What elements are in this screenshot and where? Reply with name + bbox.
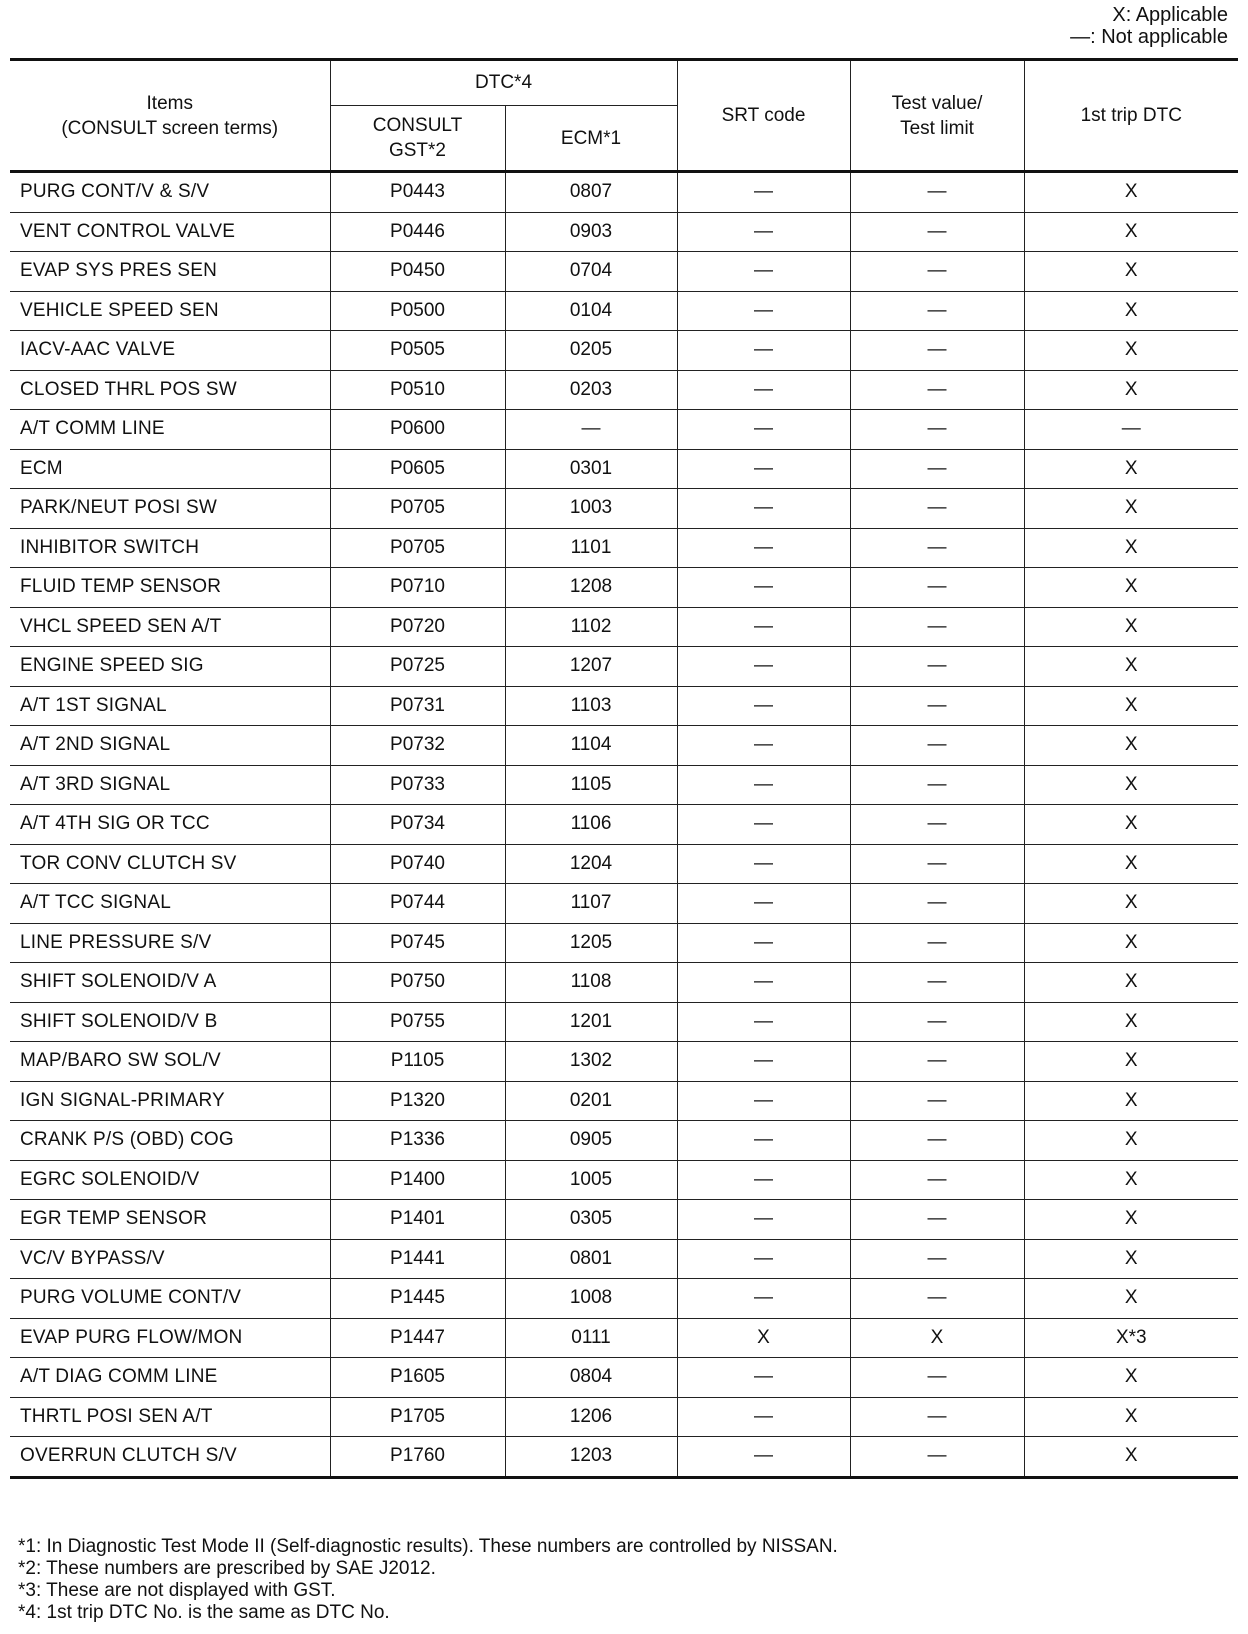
header-ecm: ECM*1 <box>505 106 677 172</box>
item-cell: A/T 2ND SIGNAL <box>10 726 330 766</box>
table-row <box>10 291 1238 331</box>
srt-code-cell: — <box>677 884 850 924</box>
table-row <box>10 172 1238 213</box>
table-row <box>10 726 1238 766</box>
table-row <box>10 1397 1238 1437</box>
table-row <box>10 884 1238 924</box>
srt-code-cell: — <box>677 370 850 410</box>
ecm-code-cell: 1201 <box>505 1002 677 1042</box>
ecm-code-cell: 0104 <box>505 291 677 331</box>
gst-code-cell: P0725 <box>330 647 505 687</box>
srt-code-cell: — <box>677 331 850 371</box>
ecm-code-cell: 1105 <box>505 765 677 805</box>
test-value-cell: — <box>850 726 1024 766</box>
test-value-cell: — <box>850 805 1024 845</box>
ecm-code-cell: 1208 <box>505 568 677 608</box>
ecm-code-cell: 0905 <box>505 1121 677 1161</box>
item-cell: IACV-AAC VALVE <box>10 331 330 371</box>
ecm-code-cell: 1203 <box>505 1437 677 1478</box>
first-trip-cell: X <box>1024 805 1238 845</box>
srt-code-cell: — <box>677 449 850 489</box>
ecm-code-cell: 0203 <box>505 370 677 410</box>
table-row <box>10 607 1238 647</box>
table-row <box>10 963 1238 1003</box>
gst-code-cell: P0510 <box>330 370 505 410</box>
test-value-cell: — <box>850 923 1024 963</box>
gst-code-cell: P1445 <box>330 1279 505 1319</box>
table-row <box>10 212 1238 252</box>
item-cell: CRANK P/S (OBD) COG <box>10 1121 330 1161</box>
item-cell: INHIBITOR SWITCH <box>10 528 330 568</box>
ecm-code-cell: 1106 <box>505 805 677 845</box>
ecm-code-cell: 0111 <box>505 1318 677 1358</box>
ecm-code-cell: 0205 <box>505 331 677 371</box>
gst-code-cell: P0500 <box>330 291 505 331</box>
test-value-cell: — <box>850 1002 1024 1042</box>
item-cell: PARK/NEUT POSI SW <box>10 489 330 529</box>
test-value-cell: — <box>850 449 1024 489</box>
item-cell: THRTL POSI SEN A/T <box>10 1397 330 1437</box>
table-body <box>10 172 1238 1478</box>
legend-not-applicable: —: Not applicable <box>1070 26 1228 48</box>
table-row <box>10 370 1238 410</box>
srt-code-cell: — <box>677 252 850 292</box>
ecm-code-cell: 0801 <box>505 1239 677 1279</box>
ecm-code-cell: 1302 <box>505 1042 677 1082</box>
gst-code-cell: P0443 <box>330 172 505 213</box>
test-value-cell: — <box>850 410 1024 450</box>
ecm-code-cell: 1104 <box>505 726 677 766</box>
ecm-code-cell: 1003 <box>505 489 677 529</box>
first-trip-cell: X <box>1024 1002 1238 1042</box>
first-trip-cell: X <box>1024 489 1238 529</box>
header-first-trip: 1st trip DTC <box>1024 60 1238 172</box>
header-consult-gst-line2: GST*2 <box>388 140 447 161</box>
item-cell: MAP/BARO SW SOL/V <box>10 1042 330 1082</box>
test-value-cell: — <box>850 1042 1024 1082</box>
ecm-code-cell: 1107 <box>505 884 677 924</box>
item-cell: CLOSED THRL POS SW <box>10 370 330 410</box>
first-trip-cell: X <box>1024 1437 1238 1478</box>
table-row <box>10 410 1238 450</box>
test-value-cell: — <box>850 489 1024 529</box>
item-cell: A/T 3RD SIGNAL <box>10 765 330 805</box>
first-trip-cell: X <box>1024 370 1238 410</box>
dtc-table <box>10 58 1238 1479</box>
gst-code-cell: P0450 <box>330 252 505 292</box>
item-cell: OVERRUN CLUTCH S/V <box>10 1437 330 1478</box>
table-row <box>10 1279 1238 1319</box>
table-row <box>10 765 1238 805</box>
ecm-code-cell: 1103 <box>505 686 677 726</box>
srt-code-cell: — <box>677 1358 850 1398</box>
item-cell: TOR CONV CLUTCH SV <box>10 844 330 884</box>
gst-code-cell: P0720 <box>330 607 505 647</box>
first-trip-cell: X <box>1024 1279 1238 1319</box>
table-row <box>10 1002 1238 1042</box>
test-value-cell: — <box>850 1358 1024 1398</box>
srt-code-cell: X <box>677 1318 850 1358</box>
test-value-cell: — <box>850 370 1024 410</box>
srt-code-cell: — <box>677 765 850 805</box>
gst-code-cell: P1105 <box>330 1042 505 1082</box>
ecm-code-cell: 1102 <box>505 607 677 647</box>
test-value-cell: — <box>850 1200 1024 1240</box>
ecm-code-cell: 0807 <box>505 172 677 213</box>
legend-applicable: X: Applicable <box>1112 4 1228 26</box>
header-dtc: DTC*4 <box>330 60 677 106</box>
ecm-code-cell: 1008 <box>505 1279 677 1319</box>
srt-code-cell: — <box>677 410 850 450</box>
first-trip-cell: X <box>1024 844 1238 884</box>
table-row <box>10 1239 1238 1279</box>
item-cell: ENGINE SPEED SIG <box>10 647 330 687</box>
test-value-cell: — <box>850 291 1024 331</box>
srt-code-cell: — <box>677 212 850 252</box>
ecm-code-cell: 1206 <box>505 1397 677 1437</box>
srt-code-cell: — <box>677 489 850 529</box>
table-row <box>10 252 1238 292</box>
first-trip-cell: X <box>1024 1358 1238 1398</box>
item-cell: A/T COMM LINE <box>10 410 330 450</box>
item-cell: EVAP SYS PRES SEN <box>10 252 330 292</box>
header-consult-gst-line1: CONSULT <box>372 115 463 136</box>
item-cell: EVAP PURG FLOW/MON <box>10 1318 330 1358</box>
item-cell: EGRC SOLENOID/V <box>10 1160 330 1200</box>
table-row <box>10 528 1238 568</box>
item-cell: PURG CONT/V & S/V <box>10 172 330 213</box>
srt-code-cell: — <box>677 1002 850 1042</box>
first-trip-cell: — <box>1024 410 1238 450</box>
header-test-value <box>850 60 1024 172</box>
gst-code-cell: P0705 <box>330 528 505 568</box>
item-cell: VENT CONTROL VALVE <box>10 212 330 252</box>
test-value-cell: — <box>850 1160 1024 1200</box>
ecm-code-cell: 0301 <box>505 449 677 489</box>
ecm-code-cell: 1207 <box>505 647 677 687</box>
gst-code-cell: P0734 <box>330 805 505 845</box>
srt-code-cell: — <box>677 607 850 647</box>
first-trip-cell: X*3 <box>1024 1318 1238 1358</box>
footnote-4: *4: 1st trip DTC No. is the same as DTC No. <box>18 1602 390 1623</box>
srt-code-cell: — <box>677 647 850 687</box>
table-row <box>10 449 1238 489</box>
item-cell: A/T DIAG COMM LINE <box>10 1358 330 1398</box>
ecm-code-cell: 1205 <box>505 923 677 963</box>
ecm-code-cell: 1101 <box>505 528 677 568</box>
item-cell: VC/V BYPASS/V <box>10 1239 330 1279</box>
gst-code-cell: P1447 <box>330 1318 505 1358</box>
table-row <box>10 331 1238 371</box>
first-trip-cell: X <box>1024 1081 1238 1121</box>
first-trip-cell: X <box>1024 449 1238 489</box>
srt-code-cell: — <box>677 963 850 1003</box>
first-trip-cell: X <box>1024 884 1238 924</box>
ecm-code-cell: 0201 <box>505 1081 677 1121</box>
test-value-cell: — <box>850 1081 1024 1121</box>
test-value-cell: — <box>850 1121 1024 1161</box>
table-row <box>10 923 1238 963</box>
srt-code-cell: — <box>677 1397 850 1437</box>
first-trip-cell: X <box>1024 1121 1238 1161</box>
srt-code-cell: — <box>677 1437 850 1478</box>
table-row <box>10 1042 1238 1082</box>
srt-code-cell: — <box>677 1239 850 1279</box>
gst-code-cell: P0446 <box>330 212 505 252</box>
header-items-sub: (CONSULT screen terms) <box>61 117 279 139</box>
table-row <box>10 1318 1238 1358</box>
gst-code-cell: P0732 <box>330 726 505 766</box>
test-value-cell: — <box>850 686 1024 726</box>
table-row <box>10 1160 1238 1200</box>
item-cell: IGN SIGNAL-PRIMARY <box>10 1081 330 1121</box>
table-header <box>10 60 1238 172</box>
test-value-cell: — <box>850 568 1024 608</box>
item-cell: SHIFT SOLENOID/V A <box>10 963 330 1003</box>
item-cell: LINE PRESSURE S/V <box>10 923 330 963</box>
test-value-cell: — <box>850 647 1024 687</box>
header-test-value-line1: Test value/ <box>891 92 983 114</box>
first-trip-cell: X <box>1024 686 1238 726</box>
gst-code-cell: P0744 <box>330 884 505 924</box>
table-row <box>10 805 1238 845</box>
gst-code-cell: P1760 <box>330 1437 505 1478</box>
item-cell: EGR TEMP SENSOR <box>10 1200 330 1240</box>
test-value-cell: — <box>850 212 1024 252</box>
table-row <box>10 1081 1238 1121</box>
srt-code-cell: — <box>677 726 850 766</box>
footnote-3: *3: These are not displayed with GST. <box>18 1580 336 1601</box>
ecm-code-cell: 0804 <box>505 1358 677 1398</box>
first-trip-cell: X <box>1024 923 1238 963</box>
item-cell: VHCL SPEED SEN A/T <box>10 607 330 647</box>
test-value-cell: — <box>850 1279 1024 1319</box>
first-trip-cell: X <box>1024 647 1238 687</box>
gst-code-cell: P0710 <box>330 568 505 608</box>
ecm-code-cell: 0704 <box>505 252 677 292</box>
first-trip-cell: X <box>1024 765 1238 805</box>
srt-code-cell: — <box>677 528 850 568</box>
table-row <box>10 844 1238 884</box>
gst-code-cell: P1441 <box>330 1239 505 1279</box>
gst-code-cell: P1401 <box>330 1200 505 1240</box>
first-trip-cell: X <box>1024 1160 1238 1200</box>
srt-code-cell: — <box>677 1160 850 1200</box>
gst-code-cell: P1320 <box>330 1081 505 1121</box>
first-trip-cell: X <box>1024 726 1238 766</box>
first-trip-cell: X <box>1024 568 1238 608</box>
srt-code-cell: — <box>677 291 850 331</box>
gst-code-cell: P0505 <box>330 331 505 371</box>
gst-code-cell: P0731 <box>330 686 505 726</box>
gst-code-cell: P1336 <box>330 1121 505 1161</box>
table-row <box>10 1358 1238 1398</box>
test-value-cell: — <box>850 765 1024 805</box>
srt-code-cell: — <box>677 844 850 884</box>
srt-code-cell: — <box>677 805 850 845</box>
test-value-cell: X <box>850 1318 1024 1358</box>
table-row <box>10 686 1238 726</box>
srt-code-cell: — <box>677 172 850 213</box>
first-trip-cell: X <box>1024 1042 1238 1082</box>
gst-code-cell: P0750 <box>330 963 505 1003</box>
ecm-code-cell: 1005 <box>505 1160 677 1200</box>
first-trip-cell: X <box>1024 1200 1238 1240</box>
first-trip-cell: X <box>1024 528 1238 568</box>
item-cell: ECM <box>10 449 330 489</box>
test-value-cell: — <box>850 1397 1024 1437</box>
gst-code-cell: P1400 <box>330 1160 505 1200</box>
footnote-2: *2: These numbers are prescribed by SAE J2012. <box>18 1558 436 1579</box>
gst-code-cell: P1605 <box>330 1358 505 1398</box>
footnote-1: *1: In Diagnostic Test Mode II (Self-diagnostic results). These numbers are controlled by NISSAN. <box>18 1536 838 1557</box>
first-trip-cell: X <box>1024 963 1238 1003</box>
header-items <box>10 60 330 172</box>
item-cell: A/T 4TH SIG OR TCC <box>10 805 330 845</box>
gst-code-cell: P0745 <box>330 923 505 963</box>
srt-code-cell: — <box>677 1121 850 1161</box>
srt-code-cell: — <box>677 686 850 726</box>
srt-code-cell: — <box>677 1279 850 1319</box>
item-cell: A/T 1ST SIGNAL <box>10 686 330 726</box>
ecm-code-cell: 1108 <box>505 963 677 1003</box>
gst-code-cell: P0600 <box>330 410 505 450</box>
first-trip-cell: X <box>1024 252 1238 292</box>
gst-code-cell: P0605 <box>330 449 505 489</box>
srt-code-cell: — <box>677 1200 850 1240</box>
item-cell: PURG VOLUME CONT/V <box>10 1279 330 1319</box>
ecm-code-cell: 0903 <box>505 212 677 252</box>
gst-code-cell: P0733 <box>330 765 505 805</box>
first-trip-cell: X <box>1024 331 1238 371</box>
first-trip-cell: X <box>1024 607 1238 647</box>
legend <box>1070 4 1228 48</box>
gst-code-cell: P0705 <box>330 489 505 529</box>
test-value-cell: — <box>850 963 1024 1003</box>
test-value-cell: — <box>850 1239 1024 1279</box>
srt-code-cell: — <box>677 568 850 608</box>
table-row <box>10 1437 1238 1478</box>
item-cell: A/T TCC SIGNAL <box>10 884 330 924</box>
table-row <box>10 1121 1238 1161</box>
item-cell: FLUID TEMP SENSOR <box>10 568 330 608</box>
item-cell: SHIFT SOLENOID/V B <box>10 1002 330 1042</box>
first-trip-cell: X <box>1024 212 1238 252</box>
footnotes <box>18 1536 838 1624</box>
first-trip-cell: X <box>1024 1397 1238 1437</box>
srt-code-cell: — <box>677 1042 850 1082</box>
table-row <box>10 647 1238 687</box>
table-row <box>10 568 1238 608</box>
header-consult-gst <box>330 106 505 172</box>
header-test-value-line2: Test limit <box>900 117 974 139</box>
srt-code-cell: — <box>677 1081 850 1121</box>
table-row <box>10 1200 1238 1240</box>
item-cell: VEHICLE SPEED SEN <box>10 291 330 331</box>
ecm-code-cell: 1204 <box>505 844 677 884</box>
test-value-cell: — <box>850 607 1024 647</box>
test-value-cell: — <box>850 528 1024 568</box>
test-value-cell: — <box>850 172 1024 213</box>
first-trip-cell: X <box>1024 172 1238 213</box>
test-value-cell: — <box>850 331 1024 371</box>
test-value-cell: — <box>850 884 1024 924</box>
header-items-label: Items <box>146 92 193 114</box>
ecm-code-cell: 0305 <box>505 1200 677 1240</box>
header-srt: SRT code <box>677 60 850 172</box>
test-value-cell: — <box>850 252 1024 292</box>
table-row <box>10 489 1238 529</box>
ecm-code-cell: — <box>505 410 677 450</box>
gst-code-cell: P0755 <box>330 1002 505 1042</box>
first-trip-cell: X <box>1024 1239 1238 1279</box>
srt-code-cell: — <box>677 923 850 963</box>
gst-code-cell: P1705 <box>330 1397 505 1437</box>
test-value-cell: — <box>850 1437 1024 1478</box>
test-value-cell: — <box>850 844 1024 884</box>
gst-code-cell: P0740 <box>330 844 505 884</box>
first-trip-cell: X <box>1024 291 1238 331</box>
